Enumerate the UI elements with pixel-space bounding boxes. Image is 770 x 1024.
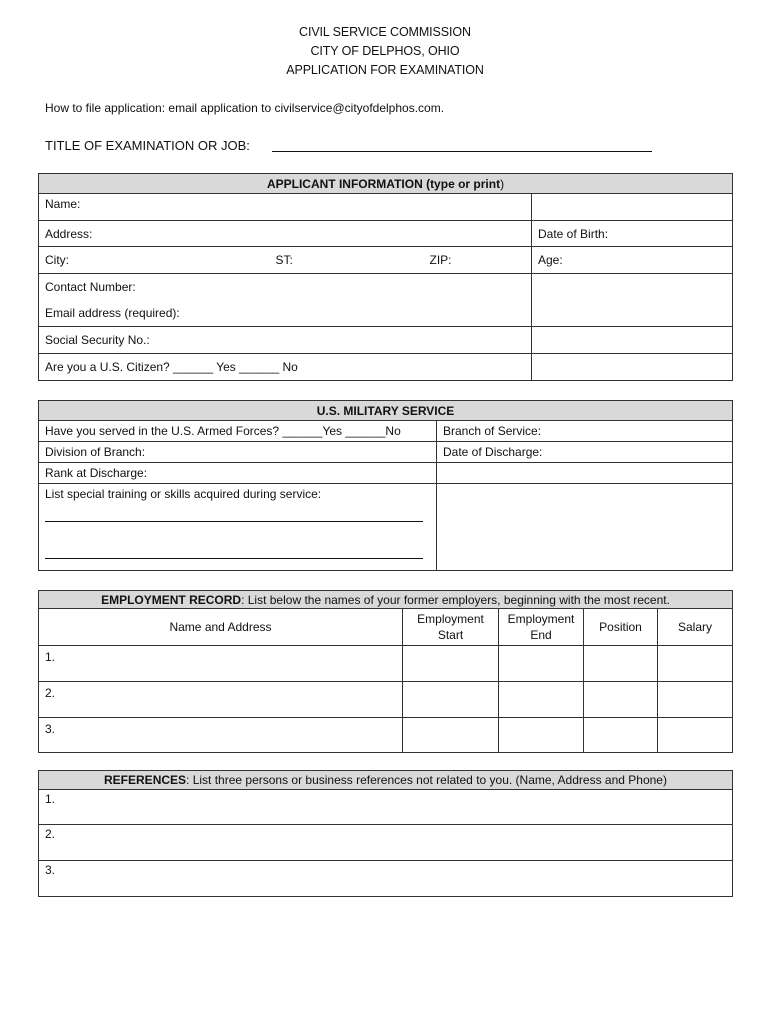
title-of-exam-field[interactable]: [272, 151, 652, 152]
name-extra-cell[interactable]: [532, 194, 733, 221]
col-employment-end: Employment End: [499, 609, 584, 646]
date-of-birth-field[interactable]: Date of Birth:: [532, 221, 733, 247]
employer-row-3-position[interactable]: [584, 718, 658, 753]
division-of-branch-field[interactable]: Division of Branch:: [39, 442, 437, 463]
state-field[interactable]: ST:: [270, 247, 424, 274]
title-of-exam-label: TITLE OF EXAMINATION OR JOB:: [45, 138, 250, 153]
training-line-2[interactable]: [45, 558, 423, 559]
employer-row-1-start[interactable]: [403, 646, 499, 682]
military-service-table: [38, 400, 733, 571]
employer-row-2-name[interactable]: 2.: [39, 682, 403, 718]
header-line-1: CIVIL SERVICE COMMISSION: [299, 25, 471, 39]
employer-row-3-name[interactable]: 3.: [39, 718, 403, 753]
employer-row-2-start[interactable]: [403, 682, 499, 718]
employer-row-2-salary[interactable]: [658, 682, 733, 718]
city-field[interactable]: City:: [39, 247, 270, 274]
date-of-discharge-field[interactable]: Date of Discharge:: [437, 442, 733, 463]
employer-row-2-position[interactable]: [584, 682, 658, 718]
references-table: [38, 770, 733, 897]
col-position: Position: [584, 609, 658, 646]
contact-number-field[interactable]: Contact Number:: [39, 274, 532, 300]
how-to-file-text: How to file application: email application to civilservice@cityofdelphos.com.: [45, 101, 445, 115]
training-extra-cell[interactable]: [437, 484, 733, 571]
employer-row-1-end[interactable]: [499, 646, 584, 682]
employment-heading: EMPLOYMENT RECORD: List below the names of your former employers, beginning with the most recent.: [39, 591, 733, 609]
ssn-field[interactable]: Social Security No.:: [39, 327, 532, 354]
employer-row-2-end[interactable]: [499, 682, 584, 718]
citizen-extra-cell[interactable]: [532, 354, 733, 381]
employment-record-table: [38, 590, 733, 753]
special-training-label: List special training or skills acquired during service:: [45, 487, 322, 501]
header-line-2: CITY OF DELPHOS, OHIO: [310, 44, 460, 58]
rank-extra-cell[interactable]: [437, 463, 733, 484]
contact-extra-cell[interactable]: [532, 274, 733, 327]
zip-field[interactable]: ZIP:: [424, 247, 532, 274]
header-line-3: APPLICATION FOR EXAMINATION: [286, 63, 484, 77]
col-name-address: Name and Address: [39, 609, 403, 646]
armed-forces-question[interactable]: Have you served in the U.S. Armed Forces? ______Yes ______No: [39, 421, 437, 442]
address-field[interactable]: Address:: [39, 221, 532, 247]
employer-row-3-start[interactable]: [403, 718, 499, 753]
applicant-heading: APPLICANT INFORMATION (type or print): [39, 174, 733, 194]
name-field[interactable]: Name:: [39, 194, 532, 221]
reference-row-3[interactable]: 3.: [39, 861, 733, 897]
reference-row-1[interactable]: 1.: [39, 790, 733, 825]
applicant-information-table: [38, 173, 733, 381]
age-field[interactable]: Age:: [532, 247, 733, 274]
military-heading: U.S. MILITARY SERVICE: [39, 401, 733, 421]
col-employment-start: Employment Start: [403, 609, 499, 646]
employer-row-1-name[interactable]: 1.: [39, 646, 403, 682]
col-salary: Salary: [658, 609, 733, 646]
employer-row-1-salary[interactable]: [658, 646, 733, 682]
employer-row-1-position[interactable]: [584, 646, 658, 682]
references-heading: REFERENCES: List three persons or business references not related to you. (Name, Address and Phone): [39, 771, 733, 790]
employer-row-3-salary[interactable]: [658, 718, 733, 753]
email-field[interactable]: Email address (required):: [39, 300, 532, 327]
employer-row-3-end[interactable]: [499, 718, 584, 753]
citizen-question[interactable]: Are you a U.S. Citizen? ______ Yes ______ No: [39, 354, 532, 381]
rank-at-discharge-field[interactable]: Rank at Discharge:: [39, 463, 437, 484]
ssn-extra-cell[interactable]: [532, 327, 733, 354]
reference-row-2[interactable]: 2.: [39, 825, 733, 861]
branch-of-service-field[interactable]: Branch of Service:: [437, 421, 733, 442]
training-line-1[interactable]: [45, 521, 423, 522]
special-training-field[interactable]: [39, 484, 437, 571]
